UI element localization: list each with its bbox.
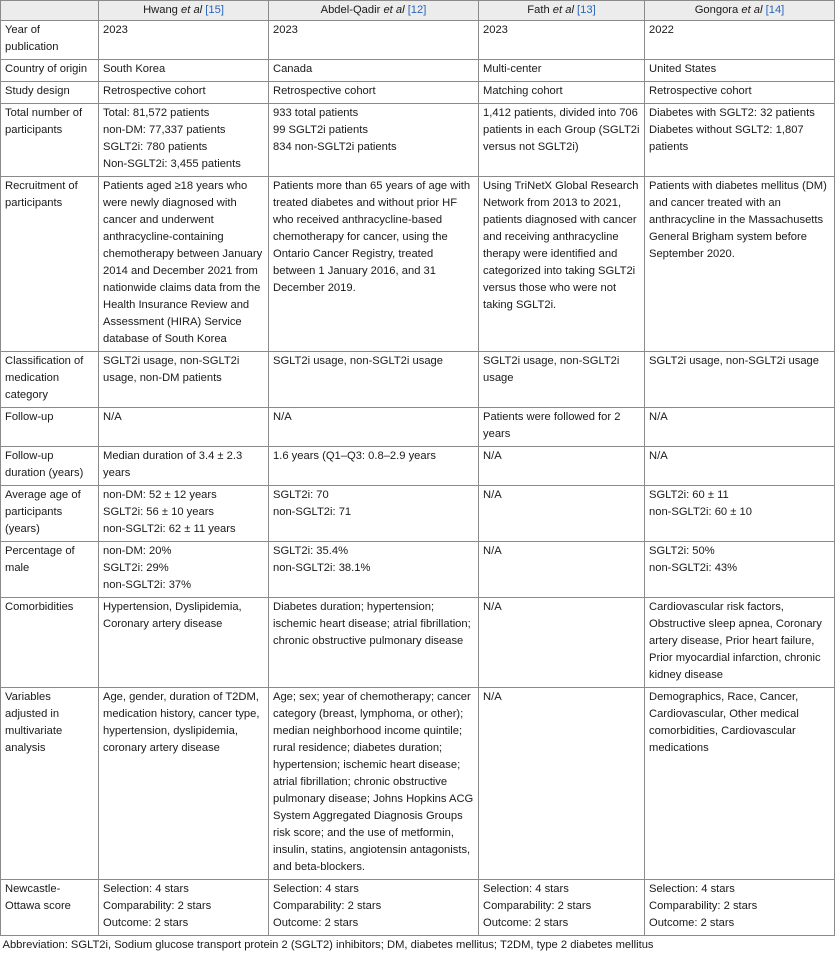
row-label: Follow-up duration (years): [1, 447, 99, 486]
header-study-hwang: [99, 1, 269, 21]
table-cell: Retrospective cohort: [645, 82, 835, 104]
table-row: [1, 688, 835, 880]
table-cell: 933 total patients 99 SGLT2i patients 834 non-SGLT2i patients: [269, 104, 479, 177]
header-author: Gongora: [694, 4, 739, 16]
table-cell: Cardiovascular risk factors, Obstructive sleep apnea, Coronary artery disease, Prior heart failure, Prior myocardial infarction, chronic kidney disease: [645, 598, 835, 688]
abbreviation-footnote: Abbreviation: SGLT2i, Sodium glucose transport protein 2 (SGLT2) inhibitors; DM, diabetes mellitus; T2DM, type 2 diabetes mellitus: [2, 939, 654, 951]
table-cell: non-DM: 52 ± 12 years SGLT2i: 56 ± 10 years non-SGLT2i: 62 ± 11 years: [99, 486, 269, 542]
table-cell: SGLT2i: 70 non-SGLT2i: 71: [269, 486, 479, 542]
reference-link[interactable]: [15]: [205, 4, 224, 16]
table-cell: Selection: 4 stars Comparability: 2 stars Outcome: 2 stars: [479, 880, 645, 936]
table-row: [1, 352, 835, 408]
table-cell: 2023: [269, 21, 479, 60]
table-cell: N/A: [479, 598, 645, 688]
table-cell: N/A: [479, 486, 645, 542]
table-cell: N/A: [645, 447, 835, 486]
table-cell: non-DM: 20% SGLT2i: 29% non-SGLT2i: 37%: [99, 542, 269, 598]
table-row: [1, 104, 835, 177]
table-cell: N/A: [99, 408, 269, 447]
table-cell: United States: [645, 60, 835, 82]
table-cell: South Korea: [99, 60, 269, 82]
row-label: Percentage of male: [1, 542, 99, 598]
table-cell: N/A: [479, 688, 645, 880]
table-row: [1, 542, 835, 598]
table-cell: Age, gender, duration of T2DM, medication history, cancer type, hypertension, dyslipidemia, coronary artery disease: [99, 688, 269, 880]
table-row: [1, 880, 835, 936]
table-cell: 2023: [479, 21, 645, 60]
table-cell: Patients with diabetes mellitus (DM) and cancer treated with an anthracycline in the Massachusetts General Brigham system before September 2020.: [645, 177, 835, 352]
table-row: [1, 598, 835, 688]
table-cell: Demographics, Race, Cancer, Cardiovascular, Other medical comorbidities, Cardiovascular medications: [645, 688, 835, 880]
table-cell: SGLT2i usage, non-SGLT2i usage: [645, 352, 835, 408]
table-row: [1, 82, 835, 104]
table-cell: Canada: [269, 60, 479, 82]
table-cell: 1,412 patients, divided into 706 patients in each Group (SGLT2i versus not SGLT2i): [479, 104, 645, 177]
table-cell: 2022: [645, 21, 835, 60]
table-row: [1, 60, 835, 82]
table-cell: Total: 81,572 patients non-DM: 77,337 patients SGLT2i: 780 patients Non-SGLT2i: 3,455 patients: [99, 104, 269, 177]
table-row: [1, 408, 835, 447]
header-etal: et al: [552, 4, 574, 16]
table-cell: Patients more than 65 years of age with treated diabetes and without prior HF who received anthracycline-based chemotherapy for cancer, using the Ontario Cancer Registry, treated between 1 January 2016, and 31 December 2019.: [269, 177, 479, 352]
header-blank-cell: [1, 1, 99, 21]
table-cell: Matching cohort: [479, 82, 645, 104]
table-cell: Multi-center: [479, 60, 645, 82]
header-etal: et al: [383, 4, 405, 16]
row-label: Comorbidities: [1, 598, 99, 688]
table-row: [1, 177, 835, 352]
table-cell: Diabetes with SGLT2: 32 patients Diabetes without SGLT2: 1,807 patients: [645, 104, 835, 177]
row-label: Newcastle-Ottawa score: [1, 880, 99, 936]
table-cell: SGLT2i usage, non-SGLT2i usage, non-DM patients: [99, 352, 269, 408]
table-header-row: [1, 1, 835, 21]
table-row: [1, 486, 835, 542]
reference-link[interactable]: [13]: [577, 4, 596, 16]
table-cell: Retrospective cohort: [99, 82, 269, 104]
header-study-fath: [479, 1, 645, 21]
table-body: [1, 21, 835, 936]
table-cell: Hypertension, Dyslipidemia, Coronary artery disease: [99, 598, 269, 688]
table-cell: Diabetes duration; hypertension; ischemic heart disease; atrial fibrillation; chronic obstructive pulmonary disease: [269, 598, 479, 688]
header-author: Hwang: [143, 4, 178, 16]
header-study-gongora: [645, 1, 835, 21]
footnote-row: [1, 936, 835, 955]
row-label: Classification of medication category: [1, 352, 99, 408]
header-study-abdel-qadir: [269, 1, 479, 21]
table-cell: 1.6 years (Q1–Q3: 0.8–2.9 years: [269, 447, 479, 486]
table-cell: Median duration of 3.4 ± 2.3 years: [99, 447, 269, 486]
row-label: Recruitment of participants: [1, 177, 99, 352]
table-cell: Age; sex; year of chemotherapy; cancer category (breast, lymphoma, or other); median neighborhood income quintile; rural residence; diabetes duration; hypertension; ischemic heart disease; atrial fibrillation; chronic obstructive pulmonary disease; Johns Hopkins ACG System Aggregated Diagnosis Groups risk score; and the use of metformin, insulin, statins, angiotensin antagonists, and beta-blockers.: [269, 688, 479, 880]
table-cell: N/A: [479, 447, 645, 486]
row-label: Follow-up: [1, 408, 99, 447]
header-etal: et al: [741, 4, 763, 16]
header-author: Abdel-Qadir: [320, 4, 381, 16]
row-label: Year of publication: [1, 21, 99, 60]
row-label: Total number of participants: [1, 104, 99, 177]
row-label: Study design: [1, 82, 99, 104]
table-cell: Selection: 4 stars Comparability: 2 stars Outcome: 2 stars: [99, 880, 269, 936]
table-cell: N/A: [479, 542, 645, 598]
table-cell: SGLT2i: 60 ± 11 non-SGLT2i: 60 ± 10: [645, 486, 835, 542]
row-label: Average age of participants (years): [1, 486, 99, 542]
row-label: Country of origin: [1, 60, 99, 82]
table-cell: SGLT2i usage, non-SGLT2i usage: [479, 352, 645, 408]
table-cell: Using TriNetX Global Research Network from 2013 to 2021, patients diagnosed with cancer and receiving anthracycline therapy were identified and categorized into taking SGLT2i versus those who were not taking SGLT2i.: [479, 177, 645, 352]
header-etal: et al: [181, 4, 203, 16]
table-cell: Selection: 4 stars Comparability: 2 stars Outcome: 2 stars: [645, 880, 835, 936]
table-row: [1, 447, 835, 486]
table-cell: 2023: [99, 21, 269, 60]
table-cell: SGLT2i usage, non-SGLT2i usage: [269, 352, 479, 408]
table-cell: Selection: 4 stars Comparability: 2 stars Outcome: 2 stars: [269, 880, 479, 936]
table-cell: Patients were followed for 2 years: [479, 408, 645, 447]
table-cell: Patients aged ≥18 years who were newly diagnosed with cancer and underwent anthracycline-containing chemotherapy between January 2014 and December 2021 from nationwide claims data from the Health Insurance Review and Assessment (HIRA) Service database of South Korea: [99, 177, 269, 352]
reference-link[interactable]: [14]: [765, 4, 785, 16]
row-label: Variables adjusted in multivariate analysis: [1, 688, 99, 880]
reference-link[interactable]: [12]: [407, 4, 427, 16]
table-cell: N/A: [269, 408, 479, 447]
table-cell: Retrospective cohort: [269, 82, 479, 104]
header-author: Fath: [527, 4, 550, 16]
table-cell: SGLT2i: 35.4% non-SGLT2i: 38.1%: [269, 542, 479, 598]
table-cell: SGLT2i: 50% non-SGLT2i: 43%: [645, 542, 835, 598]
table-row: [1, 21, 835, 60]
table-cell: N/A: [645, 408, 835, 447]
